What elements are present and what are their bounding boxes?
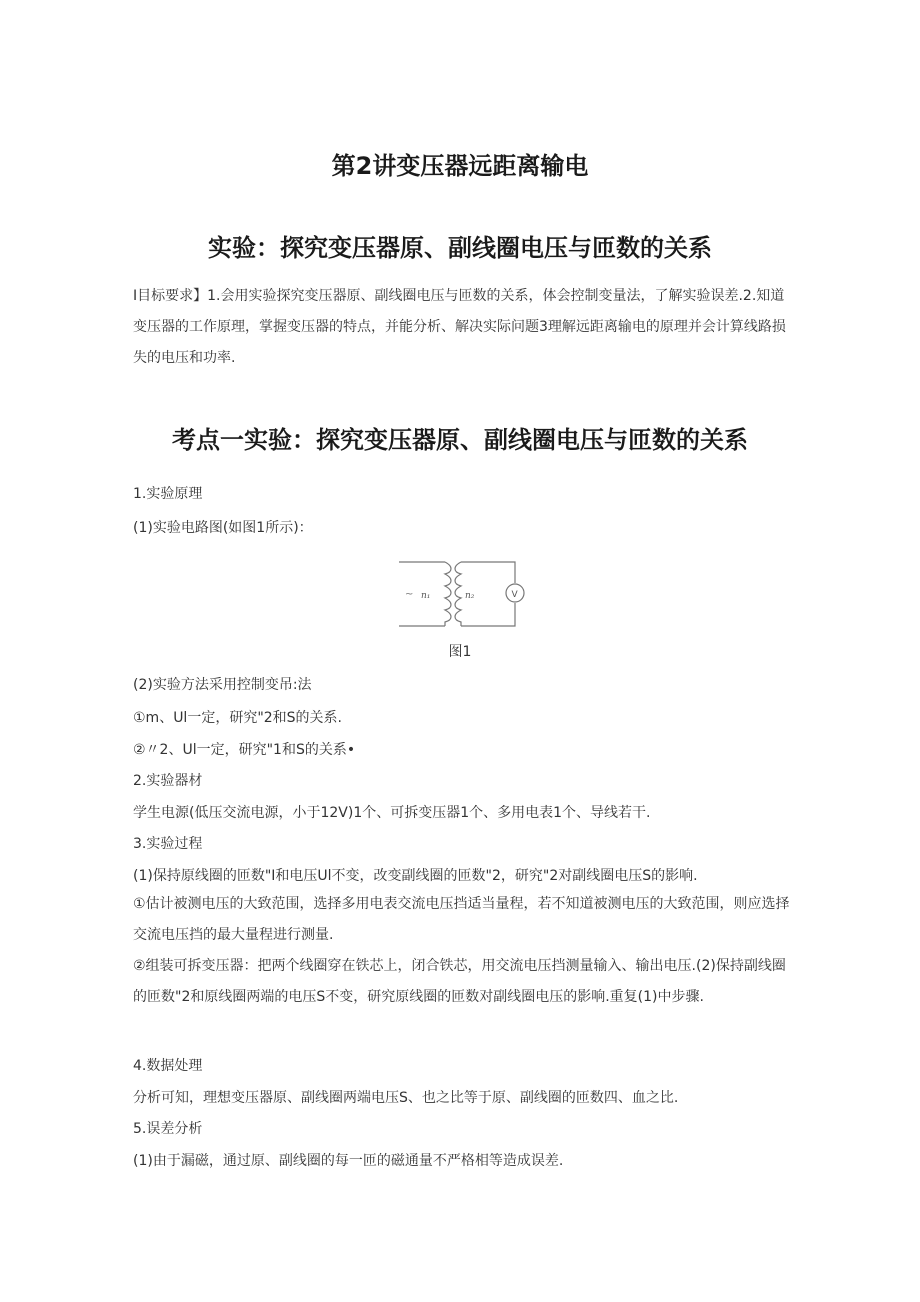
voltmeter-label: V — [511, 590, 518, 600]
item-method-b: ②〃2、Ul一定，研究"1和S的关系• — [133, 742, 356, 758]
item-method: (2)实验方法采用控制变吊:法 — [133, 677, 312, 693]
procedure-item-1a: ①估计被测电压的大致范围，选择多用电表交流电压挡适当量程，若不知道被测电压的大致范围，则应选择交流电压挡的最大量程进行测量. — [133, 896, 790, 943]
heading-equipment: 2.实验器材 — [133, 773, 203, 789]
item-method-a: ①m、Ul一定，研究"2和S的关系. — [133, 710, 343, 726]
primary-coil — [445, 562, 451, 626]
n2-label: n₂ — [465, 591, 475, 601]
objectives-paragraph: I目标要求】1.会用实验探究变压器原、副线圈电压与匝数的关系，体会控制变量法，了解实验误差.2.知道变压器的工作原理，掌握变压器的特点，并能分析、解决实际问题3理解远距离输电的原理并会计算线路损失的电压和功率. — [133, 288, 786, 366]
item-circuit-diagram: (1)实验电路图(如图1所示)： — [133, 520, 313, 536]
ac-source-icon: ~ — [405, 589, 414, 600]
secondary-coil — [455, 562, 461, 626]
data-processing-text: 分析可知，理想变压器原、副线圈两端电压S、也之比等于原、副线圈的匝数四、血之比. — [133, 1090, 679, 1106]
subtitle: 实验：探究变压器原、副线圈电压与匝数的关系 — [208, 234, 712, 262]
transformer-circuit-figure — [395, 552, 527, 634]
figure-caption: 图1 — [448, 644, 472, 660]
procedure-item-1: (1)保持原线圈的匝数"I和电压Ul不变，改变副线圈的匝数"2，研究"2对副线圈电压S的影响. — [133, 868, 698, 884]
section-title: 考点一实验：探究变压器原、副线圈电压与匝数的关系 — [172, 426, 748, 454]
heading-principle: 1.实验原理 — [133, 486, 203, 502]
n1-label: n₁ — [421, 591, 431, 601]
heading-error-analysis: 5.误差分析 — [133, 1121, 203, 1137]
procedure-item-1b: ②组装可拆变压器：把两个线圈穿在铁芯上，闭合铁芯，用交流电压挡测量输入、输出电压.(2)保持副线圈的匝数"2和原线圈两端的电压S不变，研究原线圈的匝数对副线圈电压的影响.重复(1)中步骤. — [133, 958, 786, 1005]
heading-data-processing: 4.数据处理 — [133, 1058, 203, 1074]
error-analysis-item-1: (1)由于漏磁，通过原、副线圈的每一匝的磁通量不严格相等造成误差. — [133, 1153, 564, 1169]
page-title: 第2讲变压器远距离输电 — [331, 152, 589, 180]
equipment-text: 学生电源(低压交流电源，小于12V)1个、可拆变压器1个、多用电表1个、导线若干. — [133, 805, 651, 821]
heading-procedure: 3.实验过程 — [133, 836, 203, 852]
